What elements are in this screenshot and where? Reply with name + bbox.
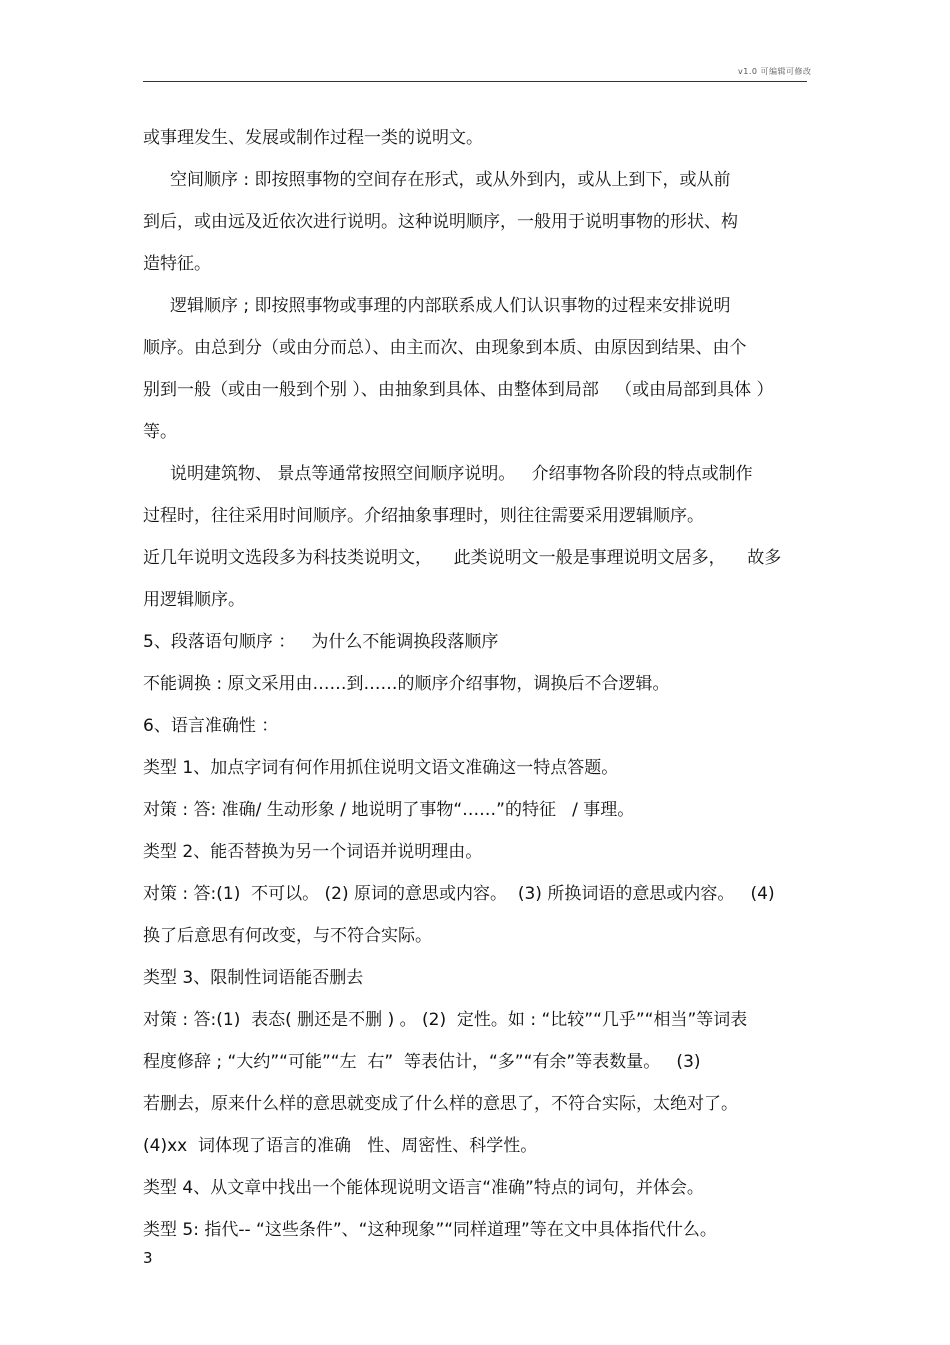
text-line: 对策 : 答:(1) 表态( 删还是不删 ) 。 (2) 定性。如 : “比较”“几乎”“相当”等词表 — [143, 1010, 748, 1030]
text-line: 顺序。由总到分（或由分而总）、由主而次、由现象到本质、由原因到结果、由个 — [143, 338, 747, 358]
text-line: 不能调换 : 原文采用由……到……的顺序介绍事物，调换后不合逻辑。 — [143, 674, 670, 694]
text-line: 类型 4、从文章中找出一个能体现说明文语言“准确”特点的词句，并体会。 — [143, 1178, 704, 1198]
text-line: 对策 : 答:(1) 不可以。 (2) 原词的意思或内容。 (3) 所换词语的意思或内容。 (4) — [143, 884, 775, 904]
page-number: 3 — [143, 1249, 153, 1267]
text-line: 5、段落语句顺序 ： 为什么不能调换段落顺序 — [143, 632, 499, 652]
text-line: 别到一般（或由一般到个别 ）、由抽象到具体、由整体到局部 （或由局部到具体 ） — [143, 380, 774, 400]
text-line: 逻辑顺序 ; 即按照事物或事理的内部联系成人们认识事物的过程来安排说明 — [143, 296, 731, 316]
text-line: 近几年说明文选段多为科技类说明文， 此类说明文一般是事理说明文居多， 故多 — [143, 548, 782, 568]
text-line: 类型 1、加点字词有何作用抓住说明文语文准确这一特点答题。 — [143, 758, 619, 778]
text-line: 若删去，原来什么样的意思就变成了什么样的意思了，不符合实际，太绝对了。 — [143, 1094, 738, 1114]
text-line: 换了后意思有何改变，与不符合实际。 — [143, 926, 432, 946]
text-line: 说明建筑物、 景点等通常按照空间顺序说明。 介绍事物各阶段的特点或制作 — [143, 464, 753, 484]
text-line: 用逻辑顺序。 — [143, 590, 245, 610]
text-line: 类型 2、能否替换为另一个词语并说明理由。 — [143, 842, 483, 862]
text-line: 类型 5: 指代-- “这些条件”、“这种现象”“同样道理”等在文中具体指代什么。 — [143, 1220, 717, 1240]
text-line: 6、语言准确性 ： — [143, 716, 279, 736]
text-line: 空间顺序 : 即按照事物的空间存在形式，或从外到内，或从上到下，或从前 — [143, 170, 731, 190]
text-line: 造特征。 — [143, 254, 211, 274]
text-line: 过程时，往往采用时间顺序。介绍抽象事理时，则往往需要采用逻辑顺序。 — [143, 506, 704, 526]
text-line: 类型 3、限制性词语能否删去 — [143, 968, 364, 988]
header-version-text: v1.0 可编辑可修改 — [738, 67, 812, 76]
text-line: 对策 : 答: 准确/ 生动形象 / 地说明了事物“……”的特征 / 事理。 — [143, 800, 635, 820]
text-line: 等。 — [143, 422, 177, 442]
header-divider — [143, 81, 807, 82]
text-line: (4)xx 词体现了语言的准确 性、周密性、科学性。 — [143, 1136, 538, 1156]
text-line: 到后，或由远及近依次进行说明。这种说明顺序，一般用于说明事物的形状、构 — [143, 212, 738, 232]
text-line: 程度修辞 ; “大约”“可能”“左 右” 等表估计，“多”“有余”等表数量。 (3) — [143, 1052, 701, 1072]
text-line: 或事理发生、发展或制作过程一类的说明文。 — [143, 128, 483, 148]
